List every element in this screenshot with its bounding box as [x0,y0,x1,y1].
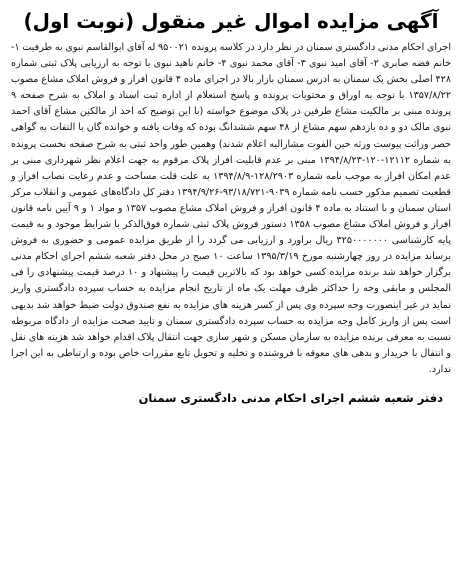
title-wrap [11,8,451,34]
notice-title: آگهی مزایده اموال غیر منقول (نوبت اول) [23,9,439,33]
notice-signature: دفتر شعبه ششم اجرای احکام مدنی دادگستری سمنان [138,390,443,405]
notice-body: اجرای احکام مدنی دادگستری سمنان در نظر دارد در کلاسه پرونده ۹۵۰۰۲۱ له آقای ابوالقاسم نبوی به طرفیت ۱- خانم فضه صابری ۲- آقای امید نبوی ۳- آقای محمد نبوی ۴- خانم ناهید نبوی با توجه به ارزیابی پلاک ثبتی شماره ۴۲۸ اصلی بخش یک سمنان به ادرس سمنان بازار بالا در اجرای ماده ۴ قانون افراز و فروش املاک مشاع مصوب ۱۳۵۷/۸/۲۲ با توجه به اوراق و محتویات پرونده و پاسخ استعلام از اداره ثبت اسناد و املاک به شرح صفحه ۹ پرونده مبنی بر مالکیت مشاع طرفین در پلاک موضوع خواسته (با این توضیح که احد از مالکین مشاع آقای احمد نبوی مالک دو و ده یازدهم سهم مشاع از ۴۸ سهم ششدانگ بوده که وفات یافته و خوانده گان با التفات به گواهی حصر وراثت پیوست ورثه حین الفوت مشارالیه اعلام شدند) وهمین طور واحد ثبتی به شرح صفحه نخست پرونده به شماره ۱۲۱۱۲-۱۲۰-۱۳۹۴/۸/۲۳ مبنی بر عدم قابلیت افراز پلاک مرقوم به جهت اعلام نظر شهرداری مبنی بر عدم امکان افراز به موجب نامه شماره ۱۲۸/۲۹۰۳-۱۳۹۴/۸/۹ به علت قلت مساحت و عدم رعایت نصاب افراز و قطعیت تصمیم مذکور حسب نامه شماره ۹۰۳۹-۹۳/۱۸/۷۲۱-۱۳۹۴/۹/۲۶ دفتر کل دادگاه‌های عمومی و انقلاب مرکز استان سمنان و با استناد به ماده ۴ قانون افراز و فروش املاک مشاع مصوب ۱۳۵۷ و مواد ۱ و ۹ آیین نامه قانون افراز و فروش املاک مشاع مصوب ۱۳۵۸ دستور فروش پلاک ثبتی شماره فوق‌الذکر با شرایط موجود و به قیمت پایه کارشناسی ۳۲۵۰۰۰۰۰۰۰ ریال براورد و ارزیابی می گردد را از طریق مزایده عمومی و حضوری به فروش برساند مزایده در روز چهارشنبه مورخ ۱۳۹۵/۳/۱۹ ساعت ۱۰ صبح در محل دفتر شعبه ششم اجرای احکام مدنی برگزار خواهد شد برنده مزایده کسی خواهد بود که بالاترین قیمت را پیشنهاد و ۱۰ درصد قیمت پیشنهادی را فی المجلس و مابقی وجه را حداکثر ظرف مهلت یک ماه از تاریخ انجام مزایده به حساب سپرده دادگستری واریز نماید در غیر اینصورت وجه سپرده وی پس از کسر هزینه های مزایده به نفع صندوق دولت ضبط خواهد شد بدیهی است پس از واریز کامل وجه مزایده به حساب سپرده دادگستری سمنان و تایید صحت مزایده از دادگاه مربوطه نسبت به معرفی برنده مزایده به سازمان مسکن و شهر سازی جهت انتقال پلاک اقدام خواهد شد هزینه های نقل و انتقال با خریدار و بدهی های معوقه با فروشنده و تخلیه و تحویل تابع مقررات خاص بوده و ارتباطی به این اجرا ندارد. [11,42,452,375]
